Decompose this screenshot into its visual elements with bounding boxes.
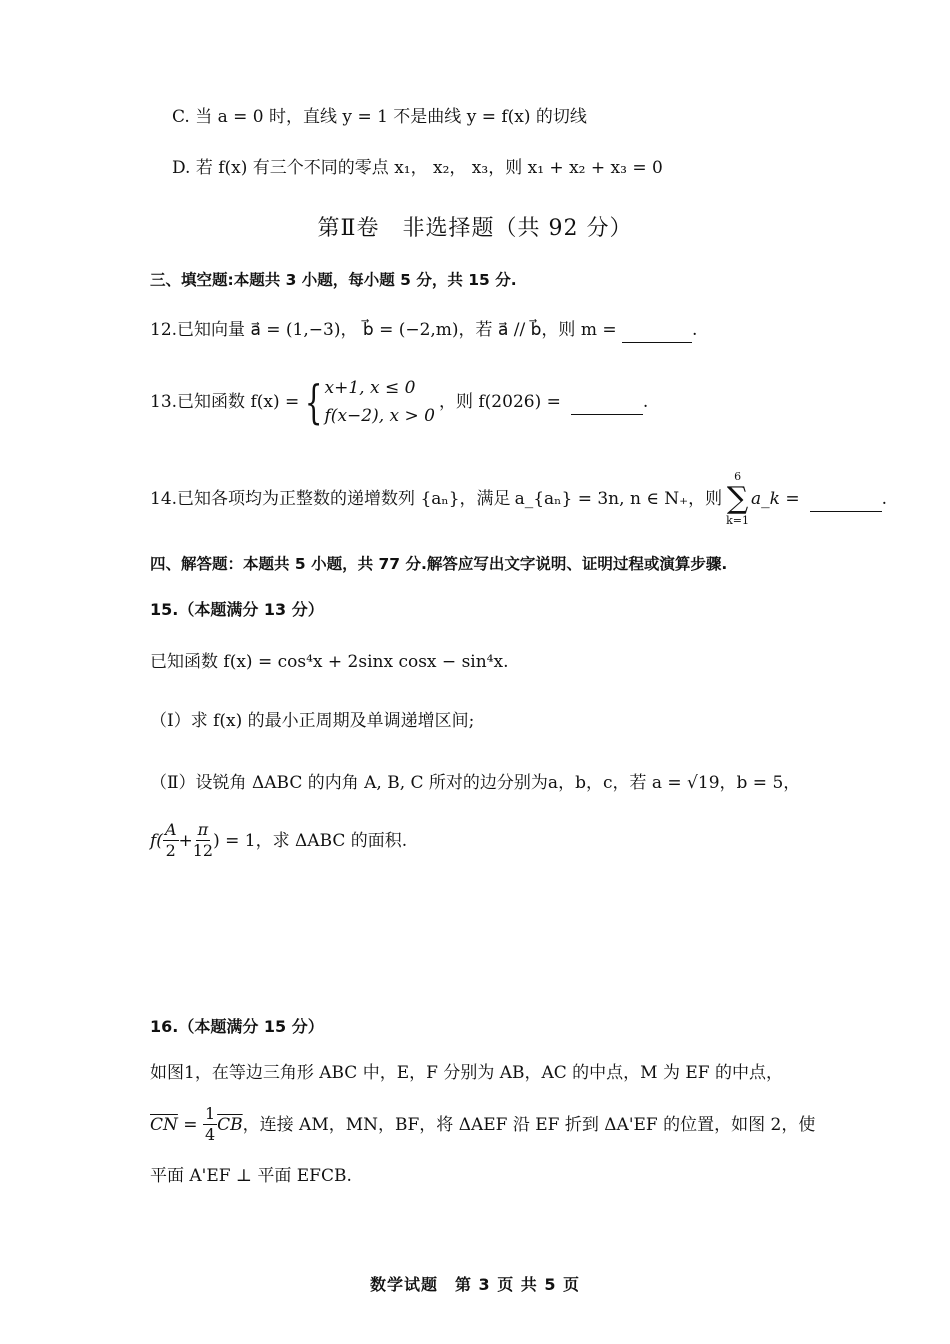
q15-frac-a-over-2: [163, 820, 179, 861]
q14-prefix: 14.已知各项均为正整数的递增数列 {aₙ}，满足: [150, 489, 511, 509]
section3-heading: 三、填空题:本题共 3 小题，每小题 5 分，共 15 分.: [150, 271, 517, 289]
q13-case1: x+1, x ≤ 0: [324, 378, 416, 398]
q16-line2-tail: ，连接 AM，MN，BF，将 ΔAEF 沿 EF 折到 ΔA'EF 的位置，如图 2，使: [242, 1114, 816, 1135]
option-d-label: D.: [172, 158, 191, 178]
q14-summation: [726, 470, 749, 528]
q15-frac1-den: 2: [165, 841, 176, 860]
q16-vec-cb: $\overline{CB}$: [217, 1114, 243, 1135]
q13-tail: ，则 f(2026) =: [438, 392, 561, 412]
q15-part2-line1: （Ⅱ）设锐角 ΔABC 的内角 A, B, C 所对的边分别为a，b，c，若 a = √19，b = 5，: [150, 773, 801, 793]
question-12: [150, 318, 697, 343]
option-d: [172, 156, 663, 180]
q13-end: .: [642, 392, 649, 412]
section4-heading: 四、解答题：本题共 5 小题，共 77 分.解答应写出文字说明、证明过程或演算步骤.: [150, 555, 728, 573]
option-c-text: 当 a = 0 时，直线 y = 1 不是曲线 y = f(x) 的切线: [195, 107, 587, 127]
q15-stem: 已知函数 f(x) = cos⁴x + 2sinx cosx − sin⁴x.: [150, 652, 509, 672]
q16-frac-num: 1: [204, 1104, 216, 1123]
q16-line3: 平面 A'EF ⊥ 平面 EFCB.: [150, 1166, 352, 1186]
q15-frac2-den: 12: [192, 841, 214, 860]
option-d-text: 若 f(x) 有三个不同的零点 x₁， x₂， x₃，则 x₁ + x₂ + x₃ = 0: [195, 158, 663, 178]
q15-part2-line2: [150, 820, 407, 861]
q14-answer-blank: [810, 487, 882, 512]
q16-line2: [150, 1104, 815, 1145]
option-c: [172, 105, 587, 129]
q16-frac-den: 4: [204, 1125, 216, 1144]
q13-cases: [325, 374, 435, 430]
q13-answer-blank: [571, 390, 643, 415]
q14-term: a_k =: [751, 489, 800, 509]
q15-part1: （Ⅰ）求 f(x) 的最小正周期及单调递增区间;: [150, 711, 475, 731]
page-footer: 数学试题 第 3 页 共 5 页: [369, 1275, 581, 1294]
q15-frac2-num: π: [197, 820, 209, 839]
q15-frac1-num: A: [164, 820, 177, 839]
q12-prefix: 12.已知向量: [150, 320, 246, 340]
q15-condition: [150, 820, 407, 861]
q13-case2: f(x−2), x > 0: [324, 406, 435, 426]
q14-row: [150, 470, 887, 528]
q14-end: .: [881, 489, 888, 509]
q13-piecewise: [150, 374, 648, 430]
q13-prefix: 13.已知函数 f(x) =: [150, 392, 300, 412]
q15-f-open: f(: [150, 830, 163, 851]
q14-cond: a_{aₙ} = 3n, n ∈ N₊，则: [514, 489, 723, 509]
q14-sum-bottom: k=1: [726, 514, 750, 527]
q12-body: a⃗ = (1,−3)， b⃗ = (−2,m)，若 a⃗ // b⃗，则 m =: [250, 320, 617, 340]
q12-answer-blank: [622, 318, 692, 343]
q15-frac-pi-over-12: [193, 820, 213, 861]
q16-title: 16.（本题满分 15 分）: [150, 1017, 324, 1036]
q16-frac-1-4: [203, 1104, 217, 1145]
q14-sum-top: 6: [734, 470, 742, 483]
sigma-icon: ∑: [726, 481, 749, 516]
q16-line1: 如图1，在等边三角形 ABC 中，E，F 分别为 AB，AC 的中点，M 为 EF 的中点，: [150, 1063, 784, 1083]
option-c-label: C.: [172, 107, 190, 127]
q16-vec-cn: $\overline{CN}$: [150, 1114, 178, 1135]
q15-suffix: ) = 1，求 ΔABC 的面积.: [213, 830, 408, 851]
q15-title: 15.（本题满分 13 分）: [150, 600, 324, 619]
question-14: [150, 470, 887, 528]
q13-brace: {: [305, 375, 323, 429]
part2-title: 第Ⅱ卷 非选择题（共 92 分）: [317, 216, 633, 241]
q16-equals: =: [177, 1114, 203, 1135]
q15-plus: +: [178, 830, 193, 851]
question-13: [150, 374, 648, 430]
q16-vector-relation: [150, 1104, 815, 1145]
q12-end: .: [692, 320, 698, 340]
